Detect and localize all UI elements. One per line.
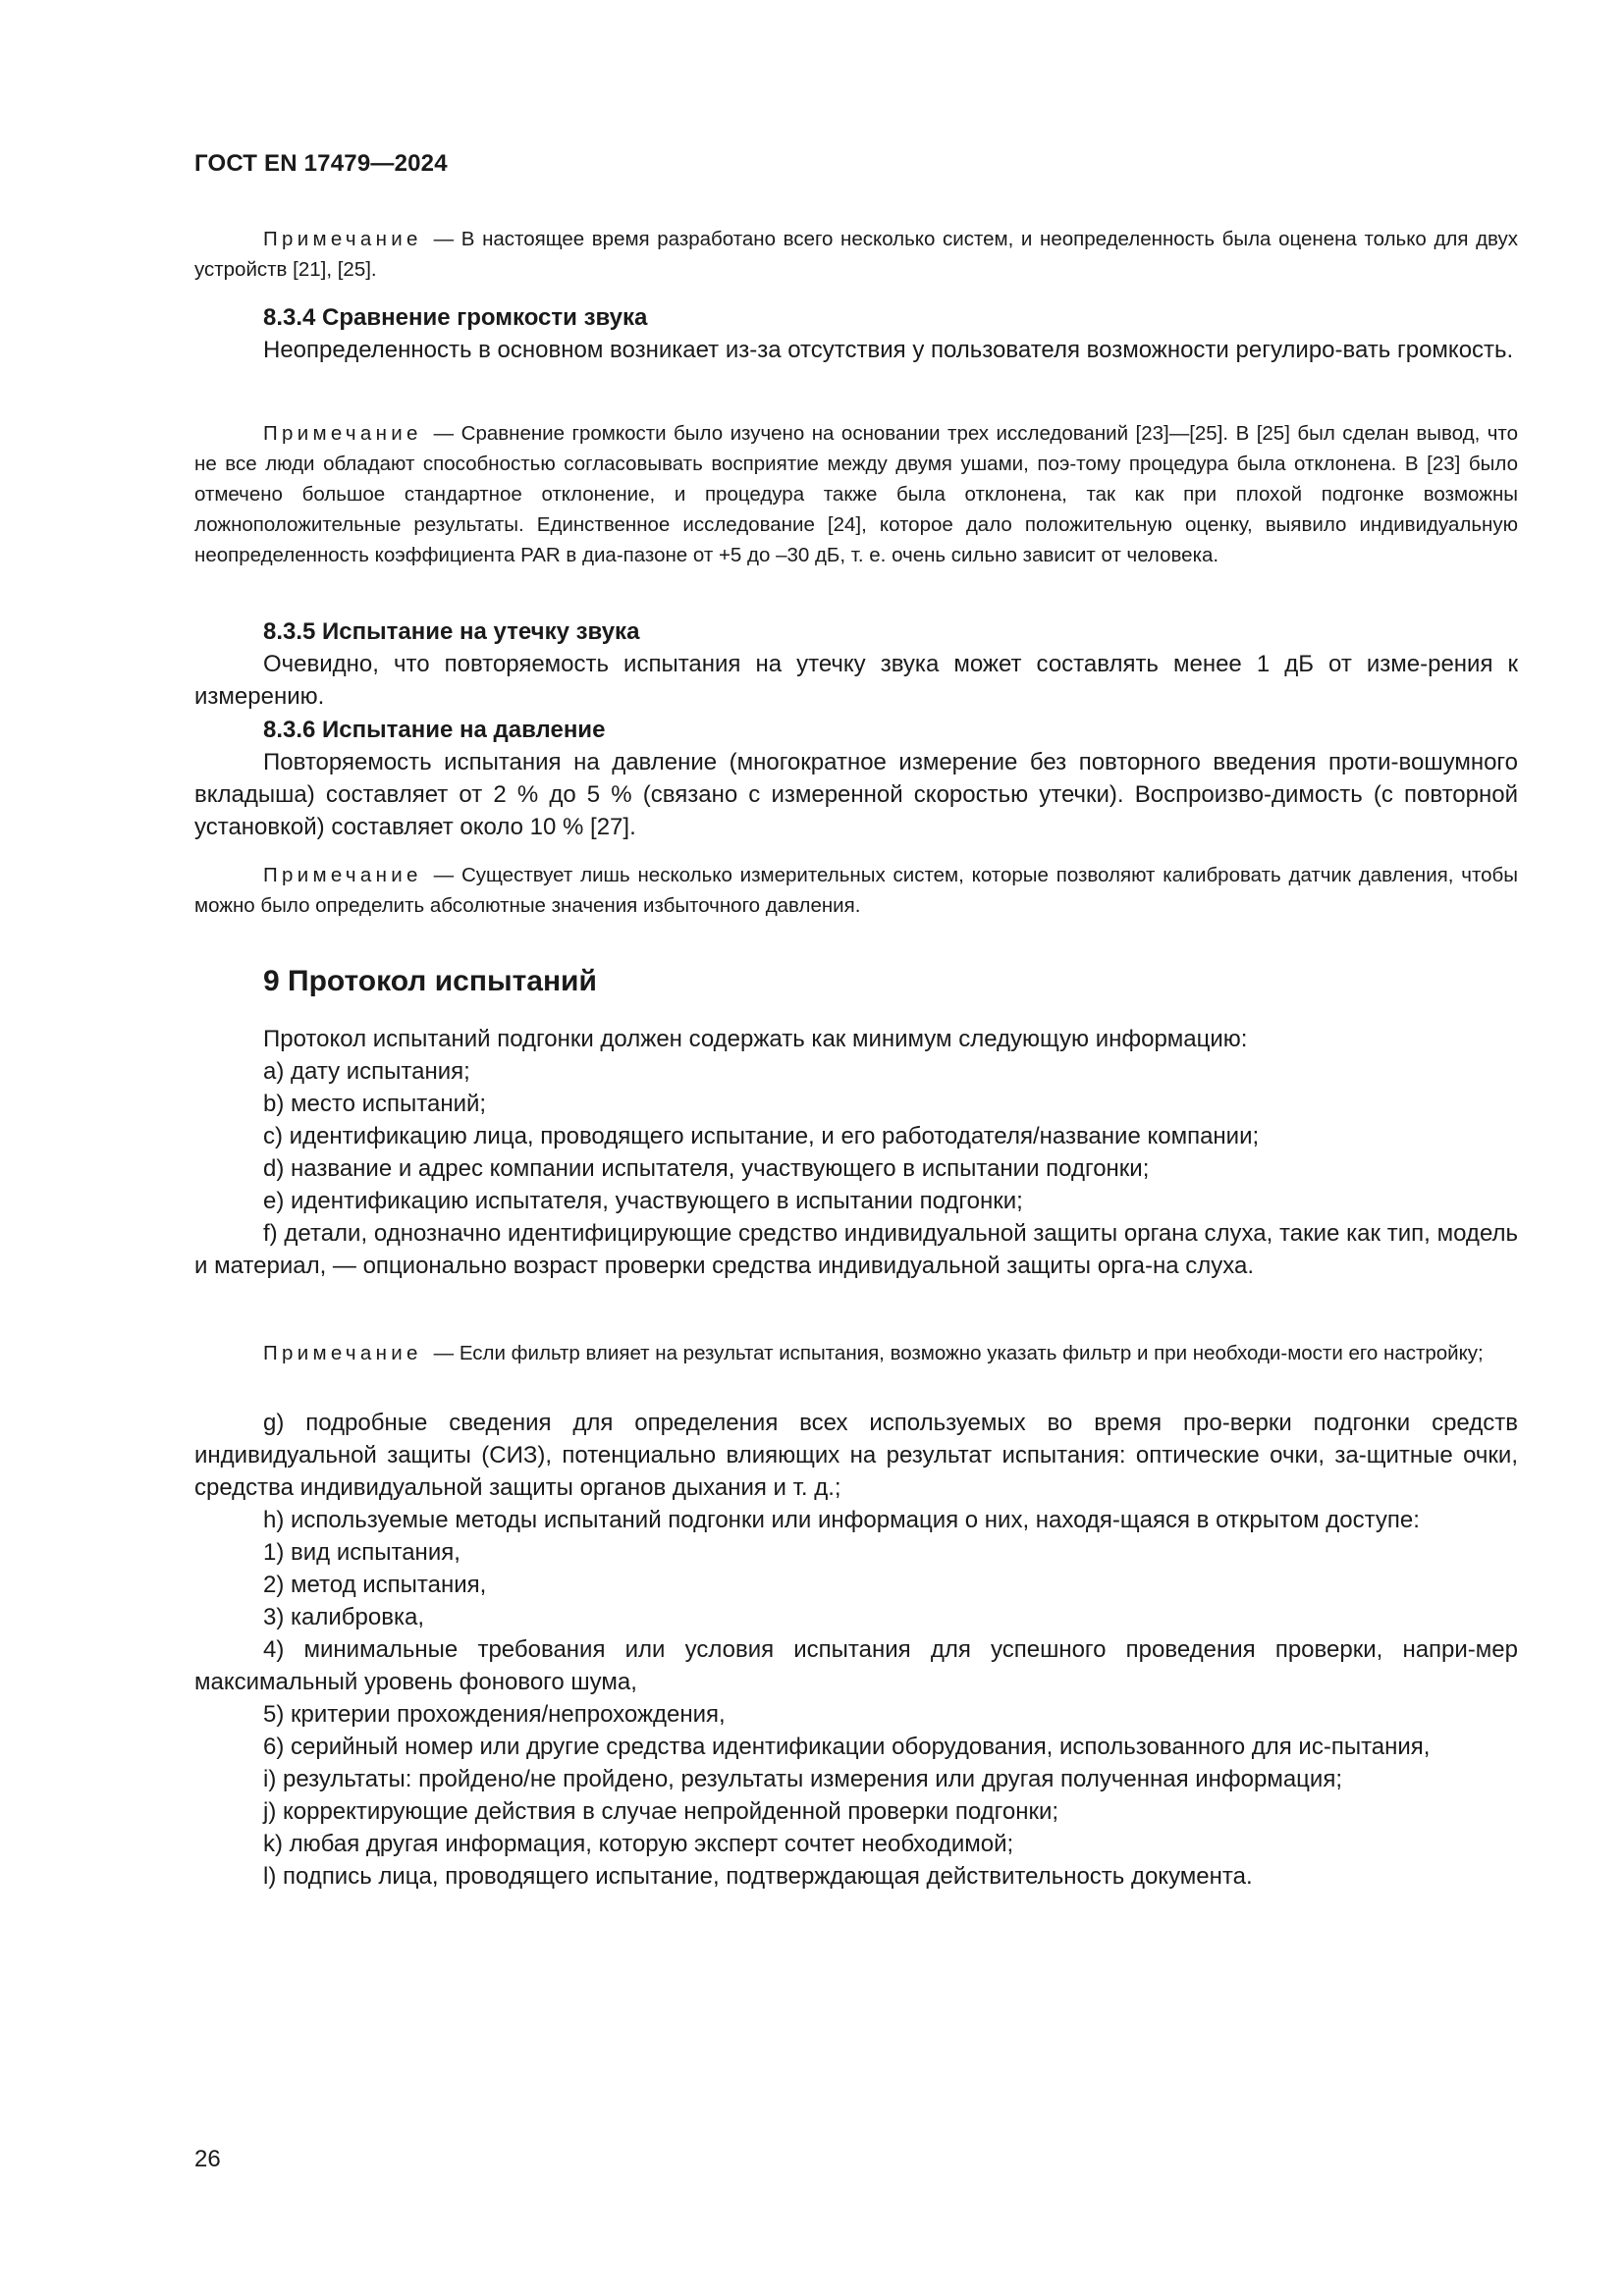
list-item: k) любая другая информация, которую эксперт сочтет необходимой; [263,1831,1014,1857]
sub-list-item: 6) серийный номер или другие средства идентификации оборудования, использованного для ис-пытания, [263,1734,1431,1760]
protocol-list-a-f [194,1023,1518,1282]
note-text: Существует лишь несколько измерительных систем, которые позволяют калибровать датчик давления, чтобы можно было определить абсолютные значения избыточного давления. [194,864,1518,917]
body-paragraph: Неопределенность в основном возникает из-за отсутствия у пользователя возможности регулиро-вать громкость. [263,337,1514,363]
document-header: ГОСТ EN 17479—2024 [194,150,448,177]
list-item: a) дату испытания; [263,1058,470,1085]
note-label: Примечание [263,228,422,250]
note-paragraph: Примечание — Если фильтр влияет на результат испытания, возможно указать фильтр и при необходи-мости его настройку; [263,1342,1484,1364]
sub-list-item: 3) калибровка, [263,1604,425,1630]
sub-list-item: 5) критерии прохождения/непрохождения, [263,1701,726,1728]
section-heading: 8.3.5 Испытание на утечку звука [263,618,640,645]
note-text: Сравнение громкости было изучено на основании трех исследований [23]—[25]. В [25] был сделан вывод, что не все люди обладают способностью согласовывать восприятие между двумя ушами, поэ-тому процедура была отклонена. В [23] было отмечено большое стандартное отклонение, и процедура также была отклонена, так как при плохой подгонке возможны ложноположительные результаты. Единственное исследование [24], которое дало положительную оценку, выявило индивидуальную неопределенность коэффициента PAR в диа-пазоне от +5 до –30 дБ, т. е. очень сильно зависит от человека. [194,422,1518,566]
sub-list-item: 2) метод испытания, [263,1572,487,1598]
list-item: f) детали, однозначно идентифицирующие средство индивидуальной защиты органа слуха, такие как тип, модель и материал, — опционально возраст проверки средства индивидуальной защиты орга-на слуха. [194,1220,1518,1279]
note-paragraph: Примечание — Существует лишь несколько измерительных систем, которые позволяют калибровать датчик давления, чтобы можно было определить абсолютные значения избыточного давления. [194,864,1518,917]
sub-list-item: 1) вид испытания, [263,1539,460,1566]
list-item: d) название и адрес компании испытателя, участвующего в испытании подгонки; [263,1155,1150,1182]
body-paragraph: Повторяемость испытания на давление (многократное измерение без повторного введения проти-вошумного вкладыша) составляет от 2 % до 5 % (связано с измеренной скоростью утечки). Воспроизво-димость (с повторной установкой) составляет около 10 % [27]. [194,749,1518,840]
note-paragraph: Примечание — Сравнение громкости было изучено на основании трех исследований [23]—[25]. В [25] был сделан вывод, что не все люди обладают способностью согласовывать восприятие между двумя ушами, поэ-тому процедура была отклонена. В [23] было отмечено большое стандартное отклонение, и процедура также была отклонена, так как при плохой подгонке возможны ложноположительные результаты. Единственное исследование [24], которое дало положительную оценку, выявило индивидуальную неопределенность коэффициента PAR в диа-пазоне от +5 до –30 дБ, т. е. очень сильно зависит от человека. [194,422,1518,566]
body-paragraph: Очевидно, что повторяемость испытания на утечку звука может составлять менее 1 дБ от изме-рения к измерению. [194,651,1518,710]
list-item: b) место испытаний; [263,1091,487,1117]
note-label: Примечание [263,1342,422,1364]
protocol-list-g-l [194,1407,1518,1893]
section-heading: 8.3.4 Сравнение громкости звука [263,304,648,331]
note-label: Примечание [263,864,422,886]
intro-paragraph: Протокол испытаний подгонки должен содержать как минимум следующую информацию: [263,1026,1248,1052]
sub-list-item: 4) минимальные требования или условия испытания для успешного проведения проверки, напри-мер максимальный уровень фонового шума, [194,1636,1518,1695]
section-8-3-4 [194,301,1518,366]
note-text: Если фильтр влияет на результат испытания, возможно указать фильтр и при необходи-мости его настройку; [459,1342,1484,1364]
section-9-heading: 9 Протокол испытаний [263,965,597,997]
list-item: c) идентификацию лица, проводящего испытание, и его работодателя/название компании; [263,1123,1260,1149]
list-item: l) подпись лица, проводящего испытание, подтверждающая действительность документа. [263,1863,1253,1890]
note-label: Примечание [263,422,422,445]
note-text: В настоящее время разработано всего несколько систем, и неопределенность была оценена только для двух устройств [21], [25]. [194,228,1518,281]
note-paragraph: Примечание — В настоящее время разработано всего несколько систем, и неопределенность была оценена только для двух устройств [21], [25]. [194,228,1518,281]
section-heading: 8.3.6 Испытание на давление [263,717,606,743]
section-8-3-5 [194,615,1518,713]
list-item: i) результаты: пройдено/не пройдено, результаты измерения или другая полученная информация; [263,1766,1342,1792]
list-item: j) корректирующие действия в случае непройденной проверки подгонки; [263,1798,1059,1825]
list-item: h) используемые методы испытаний подгонки или информация о них, находя-щаяся в открытом доступе: [263,1507,1420,1533]
list-item: g) подробные сведения для определения всех используемых во время про-верки подгонки средств индивидуальной защиты (СИЗ), потенциально влияющих на результат испытания: оптические очки, за-щитные очки, средства индивидуальной защиты органов дыхания и т. д.; [194,1410,1518,1501]
page-number: 26 [194,2146,221,2172]
list-item: e) идентификацию испытателя, участвующего в испытании подгонки; [263,1188,1023,1214]
section-8-3-6 [194,714,1518,843]
